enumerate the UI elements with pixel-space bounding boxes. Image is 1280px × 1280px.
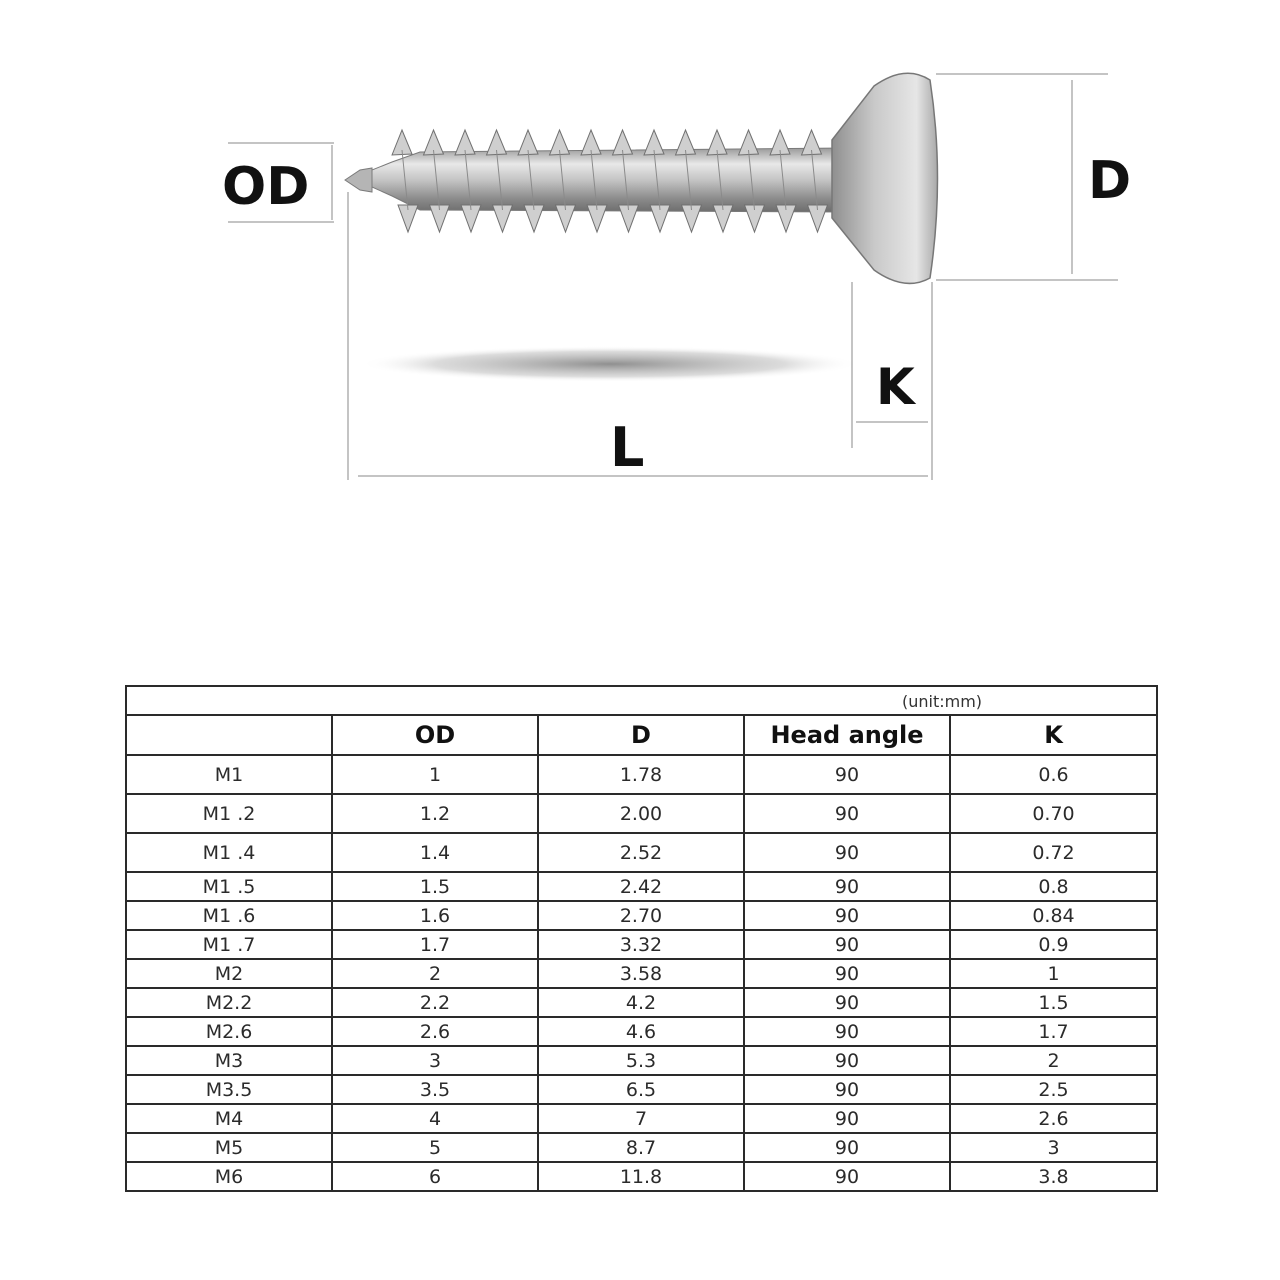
cell-size: M2.6 [126,1017,332,1046]
d-label: D [1088,151,1132,211]
table-row [126,959,1157,988]
cell-od: 1.7 [332,930,538,959]
cell-head-angle: 90 [744,833,950,872]
cell-k: 0.72 [950,833,1157,872]
k-label: K [876,358,915,416]
cell-od: 6 [332,1162,538,1191]
cell-od: 1.6 [332,901,538,930]
cell-head-angle: 90 [744,1017,950,1046]
cell-k: 2 [950,1046,1157,1075]
table-row [126,1133,1157,1162]
unit-label: (unit:mm) [902,691,983,711]
cell-size: M3.5 [126,1075,332,1104]
cell-d: 2.70 [538,901,744,930]
cell-d: 6.5 [538,1075,744,1104]
cell-k: 3.8 [950,1162,1157,1191]
cell-size: M6 [126,1162,332,1191]
table-row [126,988,1157,1017]
od-label: OD [222,157,310,217]
header-cell-k: K [950,715,1157,755]
cell-d: 2.00 [538,794,744,833]
table-row [126,1046,1157,1075]
cell-d: 4.2 [538,988,744,1017]
cell-size: M5 [126,1133,332,1162]
cell-od: 1.4 [332,833,538,872]
cell-k: 0.70 [950,794,1157,833]
screw-dimension-diagram [0,0,1280,560]
cell-head-angle: 90 [744,794,950,833]
cell-size: M1 .7 [126,930,332,959]
cell-d: 7 [538,1104,744,1133]
cell-od: 3.5 [332,1075,538,1104]
cell-d: 3.32 [538,930,744,959]
cell-k: 3 [950,1133,1157,1162]
cell-od: 3 [332,1046,538,1075]
cell-head-angle: 90 [744,930,950,959]
header-row [126,715,1157,755]
header-cell-od: OD [332,715,538,755]
unit-row [126,686,1157,715]
cell-d: 4.6 [538,1017,744,1046]
table-row [126,1104,1157,1133]
screw-head [832,73,938,283]
cell-d: 3.58 [538,959,744,988]
cell-od: 2.2 [332,988,538,1017]
table-row [126,1162,1157,1191]
cell-head-angle: 90 [744,1133,950,1162]
cell-d: 5.3 [538,1046,744,1075]
cell-od: 1.5 [332,872,538,901]
cell-head-angle: 90 [744,872,950,901]
cell-d: 2.42 [538,872,744,901]
cell-k: 1 [950,959,1157,988]
cell-head-angle: 90 [744,1075,950,1104]
screw-tip [345,168,372,192]
table-row [126,901,1157,930]
cell-size: M1 .2 [126,794,332,833]
table-row [126,872,1157,901]
cell-head-angle: 90 [744,1162,950,1191]
screw-shank [352,148,845,212]
l-label: L [610,416,645,479]
cell-head-angle: 90 [744,901,950,930]
cell-od: 2.6 [332,1017,538,1046]
header-cell-size [126,715,332,755]
cell-k: 0.8 [950,872,1157,901]
cell-d: 8.7 [538,1133,744,1162]
cell-d: 11.8 [538,1162,744,1191]
cell-k: 1.7 [950,1017,1157,1046]
screw-image [345,73,938,283]
cell-size: M1 .6 [126,901,332,930]
cell-k: 0.9 [950,930,1157,959]
cell-size: M4 [126,1104,332,1133]
cell-k: 2.6 [950,1104,1157,1133]
cell-size: M1 .5 [126,872,332,901]
cell-k: 0.84 [950,901,1157,930]
cell-head-angle: 90 [744,1046,950,1075]
cell-od: 2 [332,959,538,988]
table-row [126,755,1157,794]
specification-table [125,685,1158,1192]
cell-k: 2.5 [950,1075,1157,1104]
cell-k: 1.5 [950,988,1157,1017]
cell-head-angle: 90 [744,1104,950,1133]
cell-od: 1 [332,755,538,794]
header-cell-head-angle: Head angle [744,715,950,755]
cell-od: 5 [332,1133,538,1162]
cell-d: 2.52 [538,833,744,872]
cell-size: M2 [126,959,332,988]
cell-size: M1 .4 [126,833,332,872]
cell-size: M2.2 [126,988,332,1017]
cell-d: 1.78 [538,755,744,794]
header-cell-d: D [538,715,744,755]
cell-k: 0.6 [950,755,1157,794]
cell-head-angle: 90 [744,755,950,794]
cell-od: 1.2 [332,794,538,833]
cell-od: 4 [332,1104,538,1133]
table-row [126,1075,1157,1104]
table-row [126,794,1157,833]
cell-head-angle: 90 [744,959,950,988]
table-row [126,1017,1157,1046]
screw-shadow [360,346,860,382]
cell-size: M1 [126,755,332,794]
cell-head-angle: 90 [744,988,950,1017]
cell-size: M3 [126,1046,332,1075]
table-row [126,833,1157,872]
table-row [126,930,1157,959]
